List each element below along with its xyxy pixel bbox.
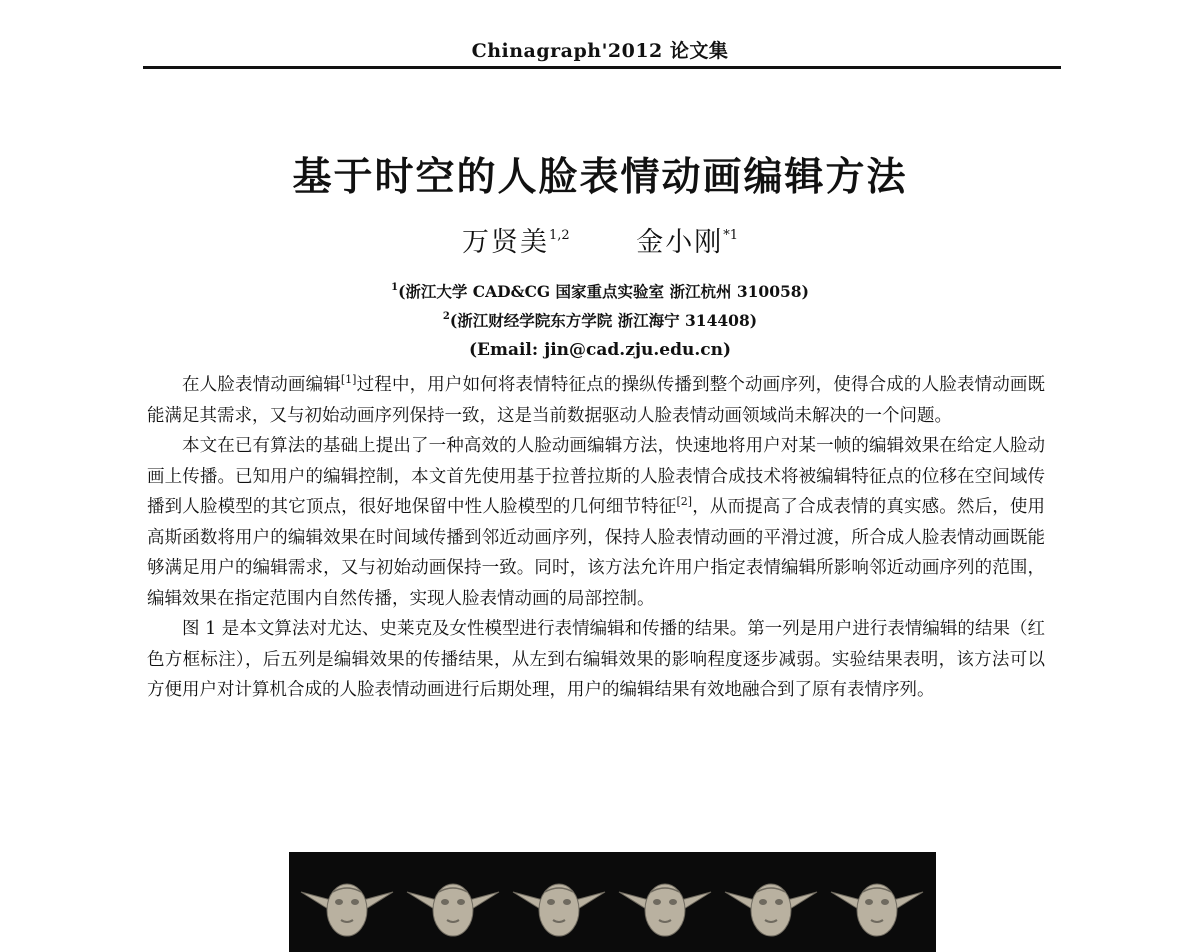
paragraph-text: ，从而提高了合成表情的真实感。然后，使用高斯函数将用户的编辑效果在时间域传播到邻近动画序列，保持人脸表情动画的平滑过渡，所合成人脸表情动画既能够满足用户的编辑需求，又与初始动画保持一致。同时，该方法允许用户指定表情编辑所影响邻近动画序列的范围，编辑效果在指定范围内自然传播，实现人脸表情动画的局部控制。: [147, 497, 1046, 609]
affiliation-1: [0, 280, 1200, 302]
author-affil-mark: *1: [723, 228, 739, 243]
figure-1-face-sequence: [289, 852, 936, 952]
figure-face-frame: [615, 862, 715, 952]
figure-face-frame: [509, 862, 609, 952]
header-rule: [143, 66, 1061, 69]
paragraph-text: 在人脸表情动画编辑: [182, 375, 341, 395]
author-affil-mark: 1,2: [548, 228, 570, 243]
author-2: [636, 220, 738, 259]
paper-title: 基于时空的人脸表情动画编辑方法: [292, 155, 908, 200]
running-header: Chinagraph'2012 论文集: [471, 40, 729, 62]
paragraph-text: 本文在已有算法的基础上提出了一种高效的人脸动画编辑方法，快速地将用户对某一帧的编辑效果在给定人脸动画上传播。已知用户的编辑控制，本文首先使用基于拉普拉斯的人脸表情合成技术将被编辑特征点的位移在空间域传播到人脸模型的其它顶点，很好地保留中性人脸模型的几何细节特征: [147, 436, 1045, 517]
author-name: 万贤美: [461, 227, 549, 258]
figure-face-frame: [297, 862, 397, 952]
affil-text: (浙江财经学院东方学院 浙江海宁 314408): [449, 311, 758, 330]
author-1: [462, 220, 570, 259]
affil-mark: 1: [391, 282, 399, 293]
citation-2: [2]: [676, 495, 693, 508]
figure-face-frame: [827, 862, 927, 952]
paragraph-1: [147, 370, 1045, 431]
paragraph-text: 过程中，用户如何将表情特征点的操纵传播到整个动画序列，使得合成的人脸表情动画既能满足其需求，又与初始动画序列保持一致，这是当前数据驱动人脸表情动画领域尚未解决的一个问题。: [147, 375, 1045, 426]
figure-face-frame: [403, 862, 503, 952]
contact-email: (Email: jin@cad.zju.edu.cn): [468, 340, 732, 360]
paragraph-2: [147, 431, 1045, 614]
affil-mark: 2: [442, 311, 450, 322]
affil-text: (浙江大学 CAD&CG 国家重点实验室 浙江杭州 310058): [398, 282, 809, 301]
author-line: [0, 220, 1200, 259]
citation-1: [1]: [340, 373, 357, 386]
abstract-body: [147, 370, 1045, 706]
affiliation-2: [0, 309, 1200, 331]
paragraph-text: 图 1 是本文算法对尤达、史莱克及女性模型进行表情编辑和传播的结果。第一列是用户进行表情编辑的结果（红色方框标注），后五列是编辑效果的传播结果，从左到右编辑效果的影响程度逐步减弱。实验结果表明，该方法可以方便用户对计算机合成的人脸表情动画进行后期处理，用户的编辑结果有效地融合到了原有表情序列。: [147, 619, 1045, 700]
figure-face-frame: [721, 862, 821, 952]
author-name: 金小刚: [636, 227, 724, 258]
paragraph-3: [147, 614, 1045, 706]
